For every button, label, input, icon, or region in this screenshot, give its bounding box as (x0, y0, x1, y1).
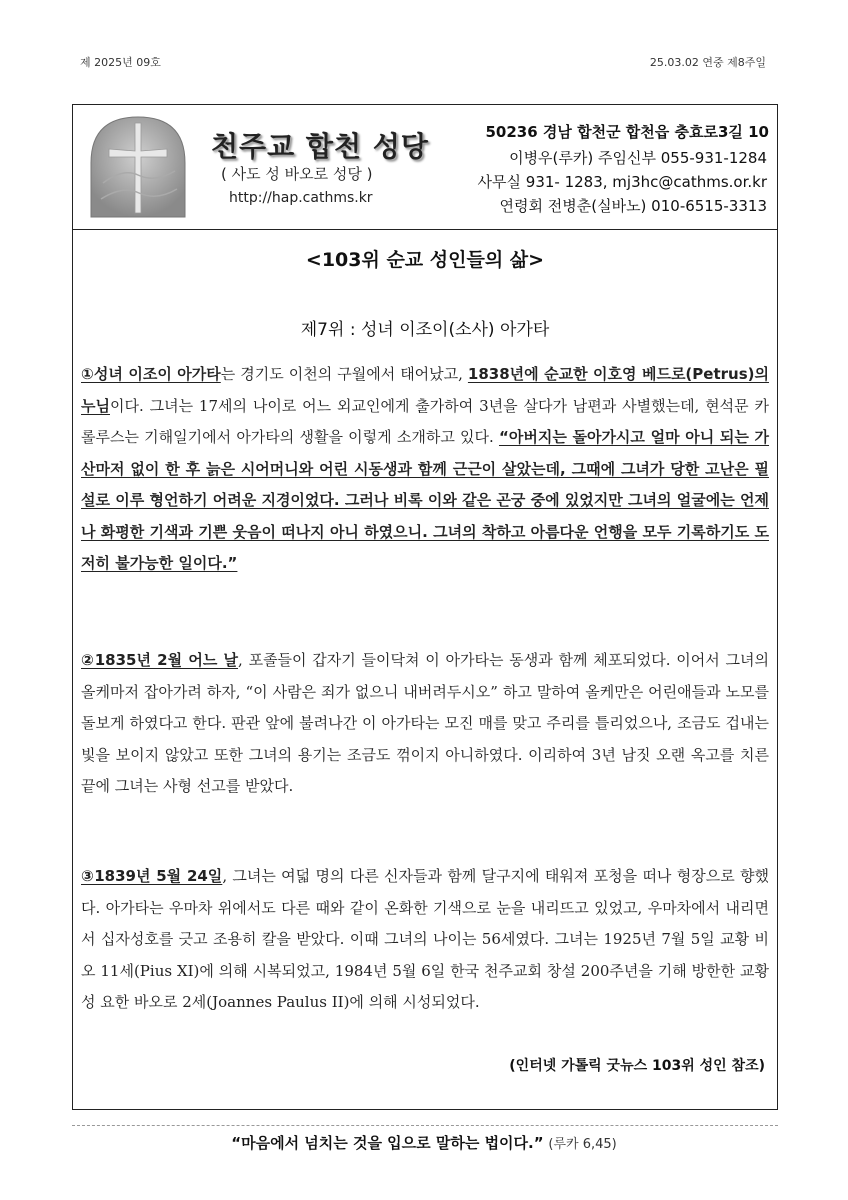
paragraph-2-lead: ②1835년 2월 어느 날 (81, 651, 239, 669)
paragraph-1-text-a: 는 경기도 이천의 구월에서 태어났고, (220, 365, 468, 383)
paragraph-3 (81, 861, 769, 1019)
parish-name: 천주교 합천 성당 (211, 130, 429, 163)
paragraph-2-text: , 포졸들이 갑자기 들이닥쳐 이 아가타는 동생과 함께 체포되었다. 이어서 그녀의 올케마저 잡아가려 하자, “이 사람은 죄가 없으니 내버려두시오” 하고 말하여 올케만은 어린애들과 노모를 돌보게 하였다고 한다. 판관 앞에 불려나간 이 아가타는 모진 매를 맞고 주리를 틀리었으나, 조금도 겁내는 빛을 보이지 않았고 또한 그녀의 용기는 조금도 꺾이지 아니하였다. 이리하여 3년 남짓 오랜 옥고를 치른 끝에 그녀는 사형 선고를 받았다. (81, 651, 769, 795)
parish-subtitle: ( 사도 성 바오로 성당 ) (221, 165, 373, 183)
footer-source: (루카 6,45) (548, 1137, 617, 1152)
reference-note: (인터넷 가톨릭 굿뉴스 103위 성인 참조) (509, 1058, 765, 1074)
article-subtitle: 제7위 : 성녀 이조이(소사) 아가타 (300, 320, 550, 340)
footer-quote-line (0, 1132, 848, 1153)
pastor-contact: 이병우(루카) 주임신부 055-931-1284 (509, 149, 767, 167)
footer-divider (72, 1125, 778, 1126)
office-contact: 사무실 931- 1283, mj3hc@cathms.or.kr (477, 173, 767, 191)
article-title: <103위 순교 성인들의 삶> (305, 249, 545, 271)
paragraph-1-text-b: 이다. 그녀는 17세의 나이로 어느 외교인에게 출가하여 3년을 살다가 남편과 사별했는데, 현석문 카롤루스는 기해일기에서 아가타의 생활을 이렇게 소개하고 있다. (81, 396, 769, 446)
paragraph-1-lead: ①성녀 이조이 아가타 (81, 365, 221, 383)
parish-address: 50236 경남 합천군 합천읍 충효로3길 10 (485, 123, 769, 141)
paragraph-1-quote: “아버지는 돌아가시고 얼마 아니 되는 가산마저 없이 한 후 늙은 시어머니와 어린 시동생과 함께 근근이 살았는데, 그때에 그녀가 당한 고난은 필설로 이루 형언하기 어려운 지경이었다. 그러나 비록 이와 같은 곤궁 중에 있었지만 그녀의 얼굴에는 언제나 화평한 기색과 기쁜 웃음이 떠나지 아니 하였으니. 그녀의 착하고 아름다운 언행을 모두 기록하기도 도저히 불가능한 일이다.” (81, 428, 770, 572)
bulletin-header (73, 105, 777, 230)
bulletin-frame (72, 104, 778, 1110)
issue-date: 25.03.02 연중 제8주일 (649, 56, 766, 69)
parish-url[interactable]: http://hap.cathms.kr (229, 190, 373, 206)
federation-contact: 연령회 전병춘(실바노) 010-6515-3313 (499, 197, 767, 215)
issue-number: 제 2025년 09호 (80, 56, 161, 69)
paragraph-2 (81, 645, 769, 803)
footer-quote: “마음에서 넘치는 것을 입으로 말하는 법이다.” (231, 1134, 544, 1152)
paragraph-3-text: , 그녀는 여덟 명의 다른 신자들과 함께 달구지에 태워져 포청을 떠나 형장으로 향했다. 아가타는 우마차 위에서도 다른 때와 같이 온화한 기색으로 눈을 내리뜨고 있었고, 우마차에서 내리면서 십자성호를 긋고 조용히 칼을 받았다. 이때 그녀의 나이는 56세였다. 그녀는 1925년 7월 5일 교황 비오 11세(Pius XI)에 의해 시복되었고, 1984년 5월 6일 한국 천주교회 창설 200주년을 기해 방한한 교황 성 요한 바오로 2세(Joannes Paulus II)에 의해 시성되었다. (81, 867, 769, 1011)
paragraph-1-underline: 1838년에 순교한 이호영 베드로(Petrus)의 누님 (81, 365, 769, 415)
church-logo-icon (83, 113, 193, 219)
paragraph-1 (81, 359, 769, 580)
paragraph-3-lead: ③1839년 5월 24일 (81, 867, 223, 885)
